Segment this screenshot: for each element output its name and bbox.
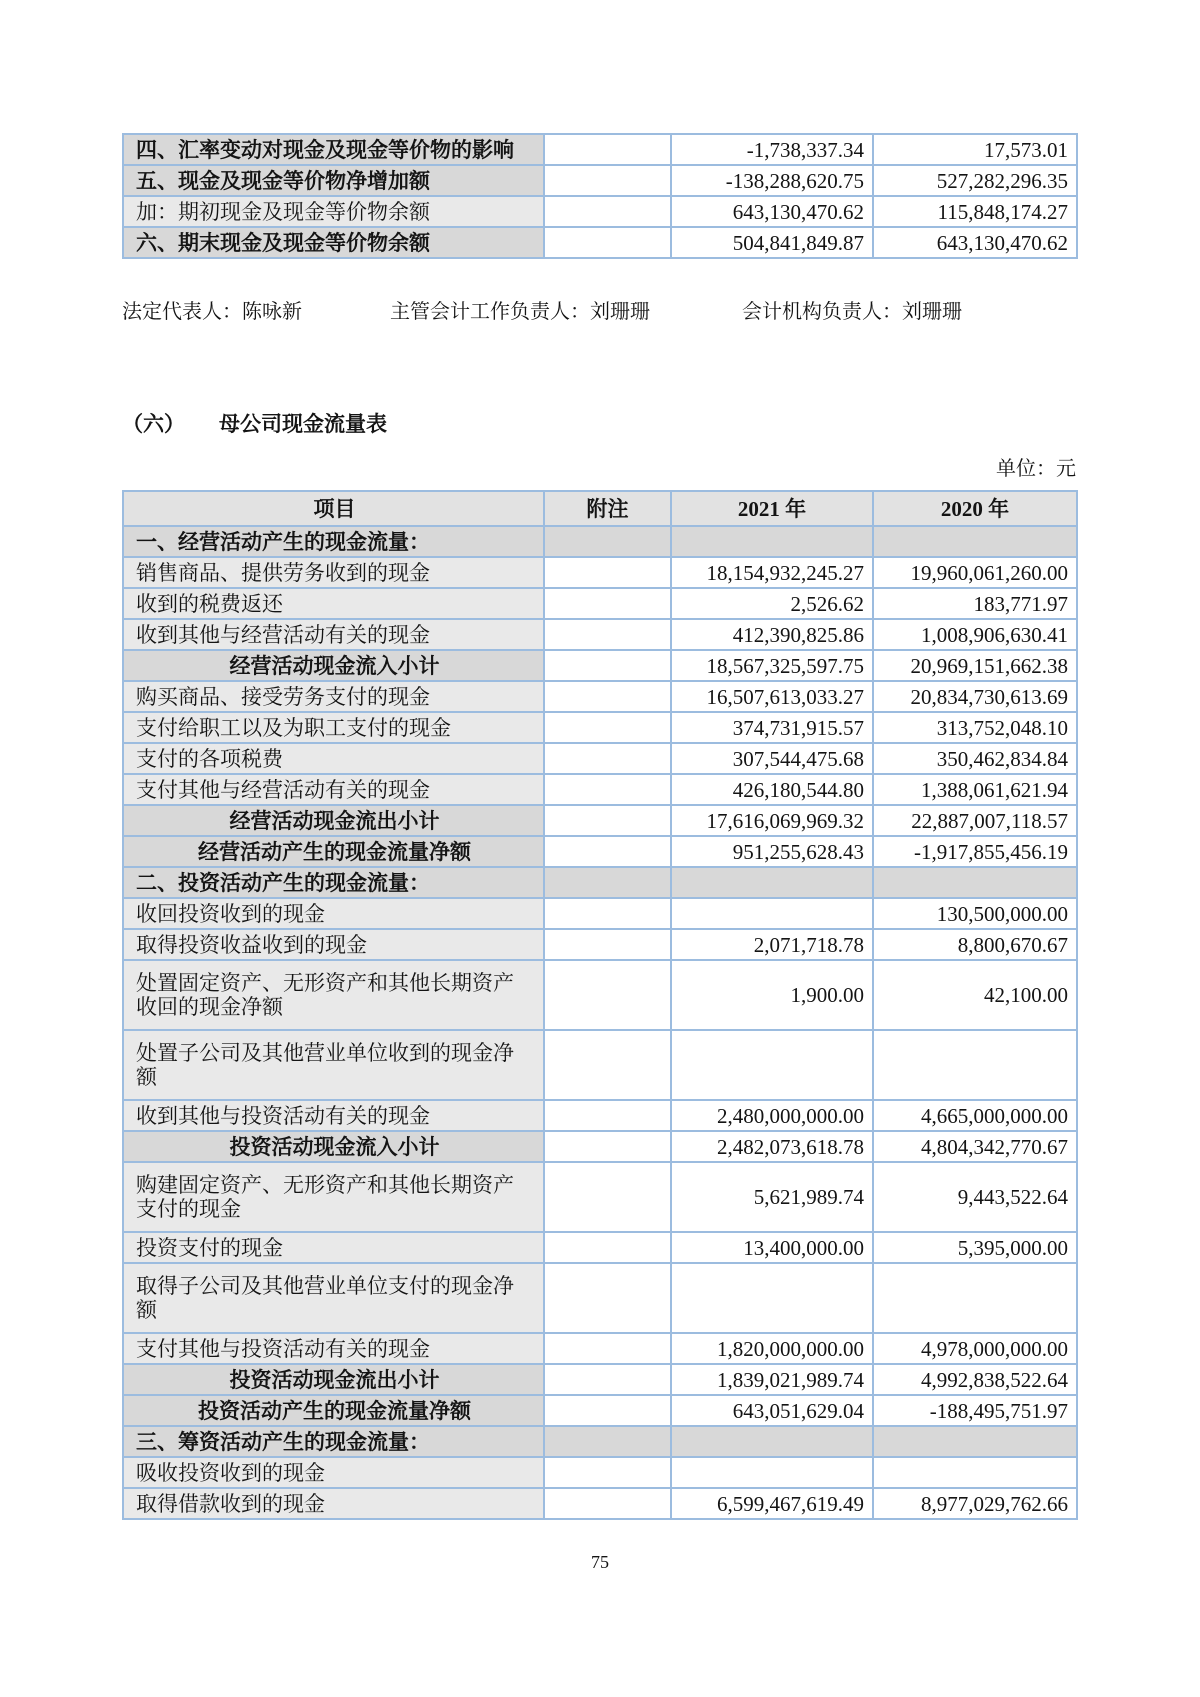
value-2021-cell (671, 1426, 873, 1457)
value-2021-cell: 307,544,475.68 (671, 743, 873, 774)
value-2020-cell: 19,960,061,260.00 (873, 557, 1077, 588)
table-row (123, 1364, 1077, 1395)
value-2020-cell: 20,834,730,613.69 (873, 681, 1077, 712)
table-row (123, 650, 1077, 681)
table-row (123, 526, 1077, 557)
table-row (123, 619, 1077, 650)
item-cell: 经营活动产生的现金流量净额 (123, 836, 544, 867)
value-2020-cell: 313,752,048.10 (873, 712, 1077, 743)
value-2020-cell: 8,977,029,762.66 (873, 1488, 1077, 1519)
accounting-work-head-signature: 主管会计工作负责人：刘珊珊 (390, 301, 650, 323)
value-2021-cell: 2,526.62 (671, 588, 873, 619)
item-cell: 收到其他与经营活动有关的现金 (123, 619, 544, 650)
table-row (123, 1263, 1077, 1333)
note-cell (544, 867, 671, 898)
value-2021-cell (671, 1030, 873, 1100)
note-cell (544, 1232, 671, 1263)
value-2020-cell: 4,665,000,000.00 (873, 1100, 1077, 1131)
value-2021-cell (671, 867, 873, 898)
value-2020-cell: -188,495,751.97 (873, 1395, 1077, 1426)
note-cell (544, 681, 671, 712)
note-cell (544, 1426, 671, 1457)
value-2020-cell: 8,800,670.67 (873, 929, 1077, 960)
note-cell (544, 134, 671, 165)
section-title (122, 408, 387, 438)
note-cell (544, 588, 671, 619)
table-row (123, 712, 1077, 743)
value-2021-cell: 1,820,000,000.00 (671, 1333, 873, 1364)
value-2021-cell: 504,841,849.87 (671, 227, 873, 258)
unit-label: 单位：元 (996, 458, 1076, 480)
value-2020-cell: 1,388,061,621.94 (873, 774, 1077, 805)
note-cell (544, 712, 671, 743)
table-row (123, 1030, 1077, 1100)
item-cell: 购建固定资产、无形资产和其他长期资产支付的现金 (123, 1162, 544, 1232)
note-cell (544, 196, 671, 227)
table-row (123, 1162, 1077, 1232)
item-cell: 收到的税费返还 (123, 588, 544, 619)
table-row (123, 557, 1077, 588)
note-cell (544, 1488, 671, 1519)
table-row (123, 1131, 1077, 1162)
value-2021-cell (671, 1457, 873, 1488)
value-2020-cell: 20,969,151,662.38 (873, 650, 1077, 681)
value-2021-cell: 2,071,718.78 (671, 929, 873, 960)
item-cell: 取得子公司及其他营业单位支付的现金净额 (123, 1263, 544, 1333)
item-cell: 处置子公司及其他营业单位收到的现金净额 (123, 1030, 544, 1100)
item-cell: 投资活动现金流出小计 (123, 1364, 544, 1395)
item-cell: 收回投资收到的现金 (123, 898, 544, 929)
table-row (123, 929, 1077, 960)
table-row (123, 588, 1077, 619)
table-row (123, 898, 1077, 929)
item-cell: 销售商品、提供劳务收到的现金 (123, 557, 544, 588)
value-2021-cell: 16,507,613,033.27 (671, 681, 873, 712)
note-cell (544, 526, 671, 557)
value-2021-cell: 426,180,544.80 (671, 774, 873, 805)
section-index: （六） (122, 412, 185, 436)
value-2020-cell: 350,462,834.84 (873, 743, 1077, 774)
note-cell (544, 836, 671, 867)
note-cell (544, 805, 671, 836)
value-2020-cell: 17,573.01 (873, 134, 1077, 165)
note-cell (544, 1263, 671, 1333)
table-row (123, 867, 1077, 898)
note-cell (544, 1162, 671, 1232)
table-row (123, 1100, 1077, 1131)
item-cell: 吸收投资收到的现金 (123, 1457, 544, 1488)
item-cell: 支付的各项税费 (123, 743, 544, 774)
item-cell: 二、投资活动产生的现金流量： (123, 867, 544, 898)
item-cell: 投资活动现金流入小计 (123, 1131, 544, 1162)
item-cell: 投资支付的现金 (123, 1232, 544, 1263)
value-2021-cell: 643,130,470.62 (671, 196, 873, 227)
main-table-body (123, 491, 1077, 1519)
value-2020-cell (873, 1263, 1077, 1333)
note-cell (544, 1131, 671, 1162)
header-2021: 2021 年 (671, 491, 873, 526)
table-row (123, 134, 1077, 165)
value-2020-cell: 4,804,342,770.67 (873, 1131, 1077, 1162)
signature-line (122, 295, 1076, 325)
item-cell: 购买商品、接受劳务支付的现金 (123, 681, 544, 712)
value-2020-cell: 4,978,000,000.00 (873, 1333, 1077, 1364)
value-2021-cell: 643,051,629.04 (671, 1395, 873, 1426)
value-2021-cell: 2,482,073,618.78 (671, 1131, 873, 1162)
value-2021-cell: -1,738,337.34 (671, 134, 873, 165)
header-item: 项目 (123, 491, 544, 526)
item-cell: 经营活动现金流入小计 (123, 650, 544, 681)
item-cell: 加：期初现金及现金等价物余额 (123, 196, 544, 227)
cash-flow-summary-table (122, 133, 1078, 259)
page-number: 75 (591, 1552, 609, 1572)
note-cell (544, 1395, 671, 1426)
table-row (123, 1232, 1077, 1263)
value-2021-cell: 374,731,915.57 (671, 712, 873, 743)
item-cell: 四、汇率变动对现金及现金等价物的影响 (123, 134, 544, 165)
value-2020-cell (873, 1457, 1077, 1488)
legal-representative-signature: 法定代表人：陈咏新 (122, 301, 302, 323)
value-2020-cell (873, 1426, 1077, 1457)
table-row (123, 743, 1077, 774)
table-row (123, 836, 1077, 867)
value-2020-cell (873, 526, 1077, 557)
table-row (123, 1333, 1077, 1364)
value-2021-cell: 13,400,000.00 (671, 1232, 873, 1263)
value-2021-cell: 17,616,069,969.32 (671, 805, 873, 836)
table-row (123, 805, 1077, 836)
header-note: 附注 (544, 491, 671, 526)
item-cell: 取得借款收到的现金 (123, 1488, 544, 1519)
note-cell (544, 774, 671, 805)
note-cell (544, 650, 671, 681)
item-cell: 支付其他与经营活动有关的现金 (123, 774, 544, 805)
note-cell (544, 165, 671, 196)
header-2020: 2020 年 (873, 491, 1077, 526)
value-2020-cell: 22,887,007,118.57 (873, 805, 1077, 836)
table-row (123, 774, 1077, 805)
note-cell (544, 1100, 671, 1131)
value-2020-cell: 42,100.00 (873, 960, 1077, 1030)
table-row (123, 1457, 1077, 1488)
value-2021-cell: -138,288,620.75 (671, 165, 873, 196)
table-header-row (123, 491, 1077, 526)
section-title-text: 母公司现金流量表 (219, 412, 387, 436)
value-2020-cell: 643,130,470.62 (873, 227, 1077, 258)
value-2020-cell: 130,500,000.00 (873, 898, 1077, 929)
value-2020-cell: 115,848,174.27 (873, 196, 1077, 227)
table-row (123, 165, 1077, 196)
top-table-body (123, 134, 1077, 258)
parent-company-cash-flow-table-wrap (122, 490, 1076, 1520)
note-cell (544, 1333, 671, 1364)
table-row (123, 227, 1077, 258)
note-cell (544, 1030, 671, 1100)
item-cell: 五、现金及现金等价物净增加额 (123, 165, 544, 196)
table-row (123, 1488, 1077, 1519)
item-cell: 六、期末现金及现金等价物余额 (123, 227, 544, 258)
note-cell (544, 743, 671, 774)
item-cell: 收到其他与投资活动有关的现金 (123, 1100, 544, 1131)
value-2020-cell: 9,443,522.64 (873, 1162, 1077, 1232)
value-2021-cell: 951,255,628.43 (671, 836, 873, 867)
table-row (123, 681, 1077, 712)
value-2020-cell: -1,917,855,456.19 (873, 836, 1077, 867)
value-2020-cell: 183,771.97 (873, 588, 1077, 619)
value-2020-cell: 4,992,838,522.64 (873, 1364, 1077, 1395)
value-2021-cell: 1,839,021,989.74 (671, 1364, 873, 1395)
item-cell: 经营活动现金流出小计 (123, 805, 544, 836)
value-2021-cell: 1,900.00 (671, 960, 873, 1030)
note-cell (544, 898, 671, 929)
note-cell (544, 227, 671, 258)
value-2021-cell: 5,621,989.74 (671, 1162, 873, 1232)
item-cell: 三、筹资活动产生的现金流量： (123, 1426, 544, 1457)
value-2021-cell: 412,390,825.86 (671, 619, 873, 650)
note-cell (544, 557, 671, 588)
table-row (123, 960, 1077, 1030)
note-cell (544, 619, 671, 650)
value-2020-cell (873, 1030, 1077, 1100)
item-cell: 取得投资收益收到的现金 (123, 929, 544, 960)
value-2020-cell: 527,282,296.35 (873, 165, 1077, 196)
value-2021-cell (671, 898, 873, 929)
item-cell: 支付其他与投资活动有关的现金 (123, 1333, 544, 1364)
note-cell (544, 929, 671, 960)
item-cell: 处置固定资产、无形资产和其他长期资产收回的现金净额 (123, 960, 544, 1030)
table-row (123, 1395, 1077, 1426)
item-cell: 一、经营活动产生的现金流量： (123, 526, 544, 557)
value-2020-cell: 5,395,000.00 (873, 1232, 1077, 1263)
value-2021-cell: 18,154,932,245.27 (671, 557, 873, 588)
value-2021-cell: 2,480,000,000.00 (671, 1100, 873, 1131)
value-2021-cell: 18,567,325,597.75 (671, 650, 873, 681)
value-2020-cell: 1,008,906,630.41 (873, 619, 1077, 650)
item-cell: 投资活动产生的现金流量净额 (123, 1395, 544, 1426)
value-2021-cell (671, 526, 873, 557)
note-cell (544, 1364, 671, 1395)
parent-company-cash-flow-table (122, 490, 1078, 1520)
cash-flow-summary-table-wrap (122, 133, 1076, 259)
note-cell (544, 1457, 671, 1488)
value-2020-cell (873, 867, 1077, 898)
note-cell (544, 960, 671, 1030)
table-row (123, 1426, 1077, 1457)
item-cell: 支付给职工以及为职工支付的现金 (123, 712, 544, 743)
value-2021-cell (671, 1263, 873, 1333)
table-row (123, 196, 1077, 227)
accounting-org-head-signature: 会计机构负责人：刘珊珊 (742, 301, 962, 323)
value-2021-cell: 6,599,467,619.49 (671, 1488, 873, 1519)
